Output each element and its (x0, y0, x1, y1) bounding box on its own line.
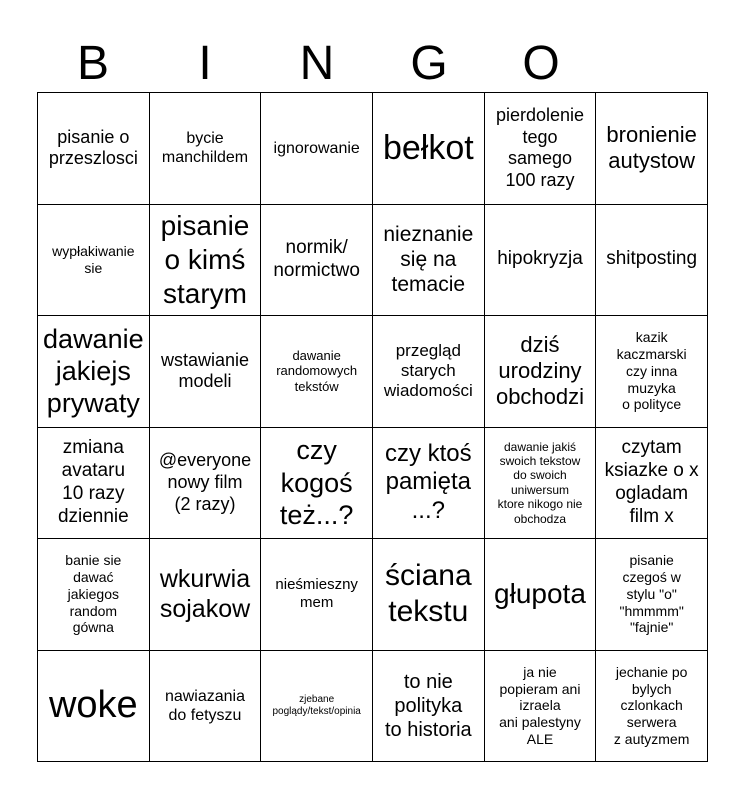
bingo-cell[interactable] (38, 316, 150, 428)
bingo-cell[interactable] (261, 93, 373, 205)
bingo-cell-text: to nie polityka to historia (384, 670, 472, 741)
bingo-cell-text: ściana tekstu (384, 559, 472, 629)
header-letter-n: N (299, 37, 335, 90)
bingo-cell-text: wkurwia sojakow (159, 565, 251, 624)
bingo-cell[interactable] (485, 428, 597, 540)
bingo-cell[interactable] (150, 428, 262, 540)
bingo-cell[interactable] (485, 205, 597, 317)
bingo-cell[interactable] (261, 205, 373, 317)
bingo-cell-text: przegląd starych wiadomości (383, 340, 473, 401)
bingo-cell[interactable] (485, 539, 597, 651)
bingo-cell[interactable] (261, 539, 373, 651)
bingo-cell[interactable] (373, 316, 485, 428)
bingo-cell-text: nawiazania do fetyszu (164, 687, 246, 724)
bingo-cell[interactable] (38, 651, 150, 763)
header-letter-o: O (522, 37, 560, 90)
header-letter-g: G (410, 37, 448, 90)
bingo-cell[interactable] (150, 205, 262, 317)
bingo-cell[interactable] (485, 93, 597, 205)
bingo-cell[interactable] (373, 205, 485, 317)
bingo-cell[interactable] (373, 539, 485, 651)
bingo-cell[interactable] (38, 539, 150, 651)
header-letter-i: I (198, 37, 212, 90)
bingo-cell-text: normik/ normictwo (273, 236, 360, 281)
bingo-cell-text: pisanie o przeszlosci (48, 126, 138, 169)
bingo-cell-text: czy ktoś pamięta ...? (384, 439, 472, 525)
bingo-cell-text: banie sie dawać jakiegos random gówna (65, 552, 122, 636)
bingo-cell-text: dziś urodziny obchodzi (495, 331, 585, 410)
bingo-cell[interactable] (38, 205, 150, 317)
bingo-cell-text: dawanie jakiś swoich tekstow do swoich uniwersum ktore nikogo nie obchodza (497, 439, 583, 526)
bingo-cell-text: zmiana avataru 10 razy dziennie (57, 437, 129, 527)
bingo-cell[interactable] (261, 651, 373, 763)
bingo-cell-text: wypłakiwanie sie (52, 242, 135, 276)
bingo-cell[interactable] (150, 316, 262, 428)
bingo-cell-text: pisanie czegoś w stylu "o" "hmmmm" "fajnie" (619, 552, 684, 636)
bingo-cell-text: czy kogoś też...? (279, 435, 354, 530)
bingo-cell[interactable] (261, 428, 373, 540)
bingo-cell-text: nieśmieszny mem (275, 576, 358, 612)
header-letter-b: B (76, 37, 109, 90)
bingo-cell-text: jechanie po bylych czlonkach serwera z autyzmem (613, 663, 690, 747)
bingo-cell-text: pierdolenie tego samego 100 razy (495, 105, 585, 190)
bingo-cell[interactable] (596, 93, 708, 205)
bingo-cell[interactable] (150, 93, 262, 205)
bingo-cell[interactable] (38, 428, 150, 540)
bingo-cell-text: hipokryzja (497, 248, 583, 270)
bingo-cell-text: kazik kaczmarski czy inna muzyka o polityce (616, 329, 687, 413)
bingo-cell[interactable] (373, 93, 485, 205)
bingo-cell[interactable] (596, 316, 708, 428)
bingo-header (37, 36, 708, 92)
bingo-cell-text: dawanie jakiejs prywaty (43, 323, 144, 419)
bingo-cell[interactable] (261, 316, 373, 428)
bingo-cell-text: czytam ksiazke o x ogladam film x (604, 437, 699, 527)
bingo-cell[interactable] (373, 428, 485, 540)
bingo-cell[interactable] (485, 316, 597, 428)
bingo-cell-text: shitposting (606, 248, 698, 270)
bingo-cell[interactable] (596, 539, 708, 651)
bingo-cell[interactable] (596, 428, 708, 540)
bingo-cell-text: wstawianie modeli (160, 349, 250, 392)
bingo-cell-text: @everyone nowy film (2 razy) (158, 450, 252, 514)
bingo-cell[interactable] (150, 651, 262, 763)
bingo-cell-text: bełkot (382, 128, 474, 167)
bingo-cell-text: nieznanie się na temacie (383, 222, 474, 297)
bingo-cell-text: woke (48, 683, 138, 726)
bingo-cell-text: zjebane poglądy/tekst/opinia (272, 693, 361, 717)
bingo-cell[interactable] (38, 93, 150, 205)
bingo-cell-text: bronienie autystow (606, 121, 697, 174)
bingo-cell[interactable] (373, 651, 485, 763)
bingo-cell[interactable] (150, 539, 262, 651)
bingo-cell-text: dawanie randomowych tekstów (276, 347, 358, 395)
bingo-cell[interactable] (485, 651, 597, 763)
bingo-cell-text: pisanie o kimś starym (160, 210, 250, 309)
bingo-cell-text: ja nie popieram ani izraela ani palestyny ALE (499, 663, 581, 747)
bingo-cell[interactable] (596, 651, 708, 763)
bingo-cell-text: głupota (494, 578, 586, 610)
bingo-grid (37, 92, 708, 762)
bingo-cell[interactable] (596, 205, 708, 317)
bingo-cell-text: ignorowanie (273, 139, 360, 157)
bingo-cell-text: bycie manchildem (161, 130, 249, 167)
